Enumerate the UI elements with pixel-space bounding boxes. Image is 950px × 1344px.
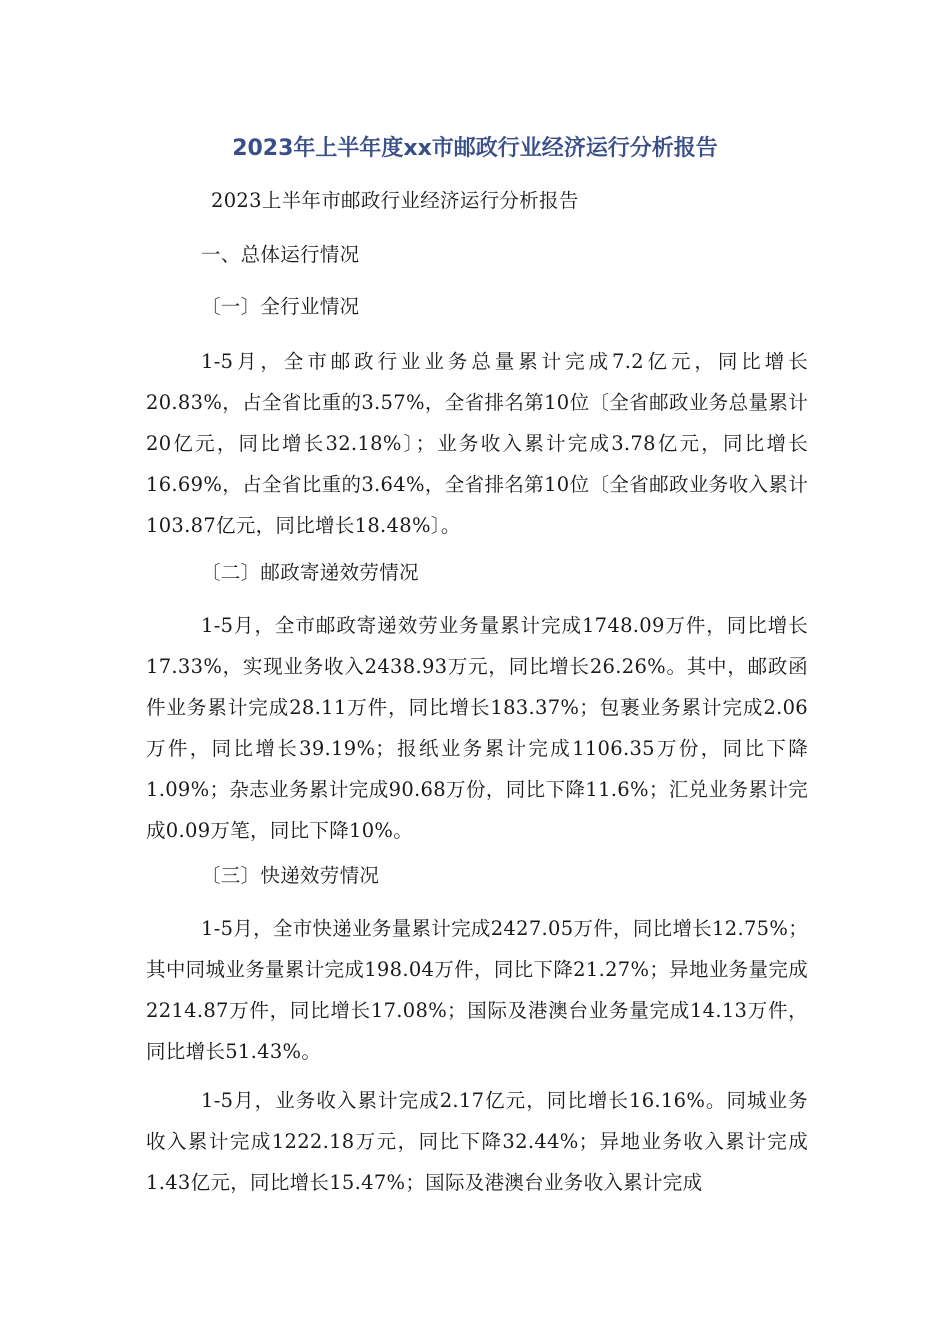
- document-title: 2023年上半年度xx市邮政行业经济运行分析报告: [232, 136, 718, 161]
- paragraph-postal: 1-5月，全市邮政寄递效劳业务量累计完成1748.09万件，同比增长17.33%，实现业务收入2438.93万元，同比增长26.26%。其中，邮政函件业务累计完成28.11万件，同比增长183.37%；包裹业务累计完成2.06万件，同比增长39.19%；报纸业务累计完成1106.35万份，同比下降1.09%；杂志业务累计完成90.68万份，同比下降11.6%；汇兑业务累计完成0.09万笔，同比下降10%。: [146, 614, 808, 842]
- paragraph-express-volume: 1-5月，全市快递业务量累计完成2427.05万件，同比增长12.75%；其中同城业务量累计完成198.04万件，同比下降21.27%；异地业务量完成2214.87万件，同比增长17.08%；国际及港澳台业务量完成14.13万件，同比增长51.43%。: [146, 917, 808, 1063]
- subsection-heading-postal: 〔二〕邮政寄递效劳情况: [201, 561, 419, 584]
- paragraph-industry: 1-5月，全市邮政行业业务总量累计完成7.2亿元，同比增长20.83%，占全省比重的3.57%，全省排名第10位〔全省邮政业务总量累计20亿元，同比增长32.18%〕；业务收入累计完成3.78亿元，同比增长16.69%，占全省比重的3.64%，全省排名第10位〔全省邮政业务收入累计103.87亿元，同比增长18.48%〕。: [146, 350, 808, 537]
- document-subtitle: 2023上半年市邮政行业经济运行分析报告: [211, 189, 579, 212]
- subsection-heading-industry: 〔一〕全行业情况: [201, 295, 360, 318]
- paragraph-express-revenue: 1-5月，业务收入累计完成2.17亿元，同比增长16.16%。同城业务收入累计完成1222.18万元，同比下降32.44%；异地业务收入累计完成1.43亿元，同比增长15.47%；国际及港澳台业务收入累计完成: [146, 1089, 808, 1194]
- subsection-heading-express: 〔三〕快递效劳情况: [201, 864, 380, 887]
- section-heading-overall: 一、总体运行情况: [201, 243, 360, 266]
